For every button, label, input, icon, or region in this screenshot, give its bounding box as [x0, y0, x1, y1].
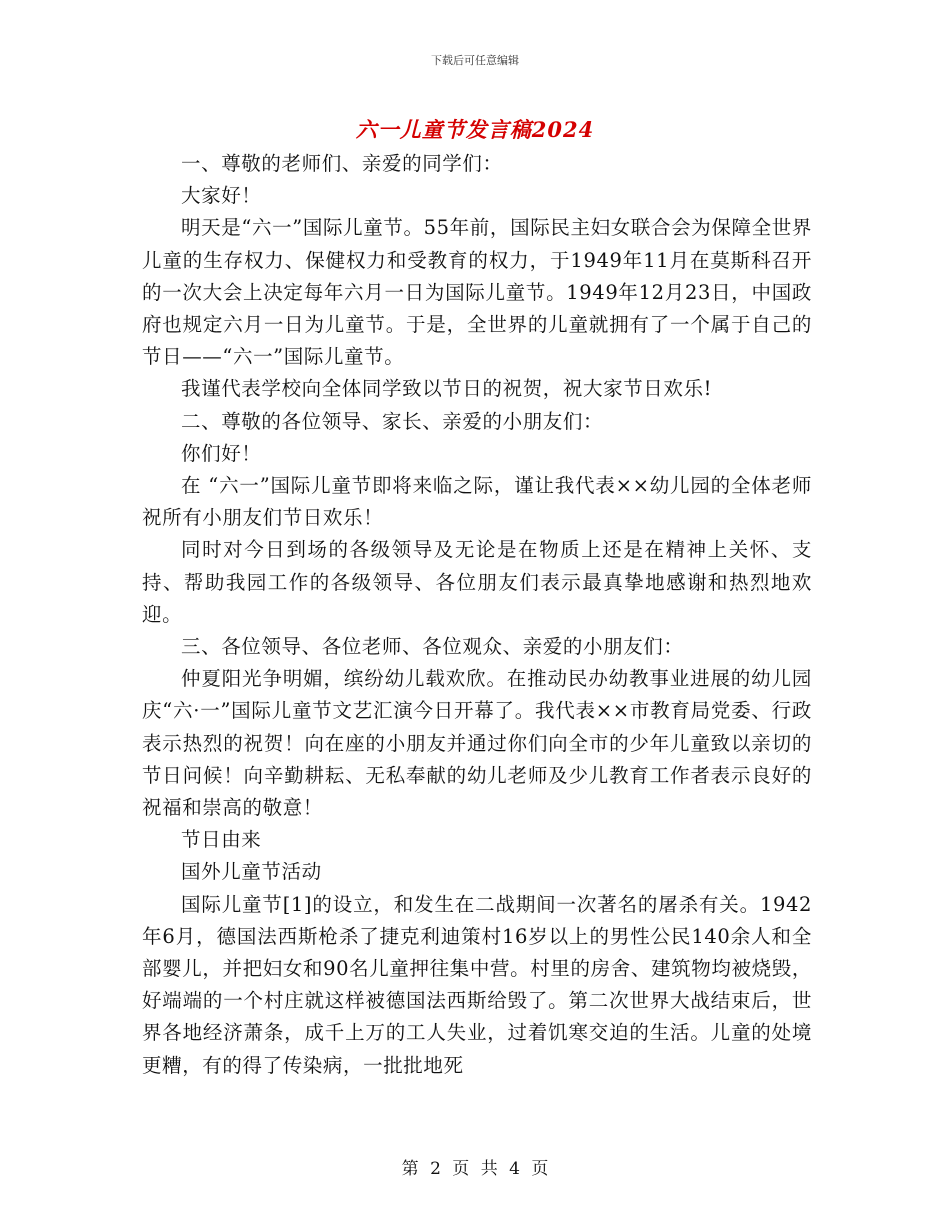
paragraph-hello-1: 大家好！: [181, 184, 262, 208]
paragraph-thanks: 同时对今日到场的各级领导及无论是在物质上还是在精神上关怀、支持、帮助我园工作的各级领导、各位朋友们表示最真挚地感谢和热烈地欢迎。: [142, 538, 812, 626]
body-text: [142, 148, 812, 1082]
paragraph-childrens-day-history: 明天是“六一”国际儿童节。55年前，国际民主妇女联合会为保障全世界儿童的生存权力、保健权力和受教育的权力，于1949年11月在莫斯科召开的一次大会上决定每年六月一日为国际儿童节。1949年12月23日，中国政府也规定六月一日为儿童节。于是，全世界的儿童就拥有了一个属于自己的节日——“六一”国际儿童节。: [142, 216, 812, 369]
header-note: 下载后可任意编辑: [431, 54, 519, 67]
document-title: 六一儿童节发言稿2024: [355, 117, 595, 142]
paragraph-school-wishes: 我谨代表学校向全体同学致以节日的祝贺，祝大家节日欢乐!: [181, 377, 713, 401]
paragraph-heading-origin: 节日由来: [181, 828, 262, 852]
paragraph-performance-opening: 仲夏阳光争明媚，缤纷幼儿载欢欣。在推动民办幼教事业进展的幼儿园庆“六·一”国际儿童节文艺汇演今日开幕了。我代表××市教育局党委、行政表示热烈的祝贺！向在座的小朋友并通过你们向全市的少年儿童致以亲切的节日问候！向辛勤耕耘、无私奉献的幼儿老师及少儿教育工作者表示良好的祝福和崇高的敬意！: [142, 667, 812, 820]
paragraph-heading-foreign-activities: 国外儿童节活动: [181, 860, 322, 884]
paragraph-kindergarten-wishes: 在 “六一”国际儿童节即将来临之际，谨让我代表××幼儿园的全体老师祝所有小朋友们节日欢乐！: [142, 474, 812, 530]
paragraph-greeting-1: 一、尊敬的老师们、亲爱的同学们：: [181, 152, 503, 175]
paragraph-origin-story: 国际儿童节[1]的设立，和发生在二战期间一次著名的屠杀有关。1942年6月，德国法西斯枪杀了捷克利迪策村16岁以上的男性公民140余人和全部婴儿，并把妇女和90名儿童押往集中营。村里的房舍、建筑物均被烧毁，好端端的一个村庄就这样被德国法西斯给毁了。第二次世界大战结束后，世界各地经济萧条，成千上万的工人失业，过着饥寒交迫的生活。儿童的处境更糟，有的得了传染病，一批批地死: [142, 892, 812, 1077]
page-footer: 第 2 页 共 4 页: [401, 1159, 549, 1179]
paragraph-hello-2: 你们好！: [181, 441, 262, 465]
paragraph-greeting-3: 三、各位领导、各位老师、各位观众、亲爱的小朋友们：: [181, 635, 684, 659]
paragraph-greeting-2: 二、尊敬的各位领导、家长、亲爱的小朋友们：: [181, 409, 604, 433]
